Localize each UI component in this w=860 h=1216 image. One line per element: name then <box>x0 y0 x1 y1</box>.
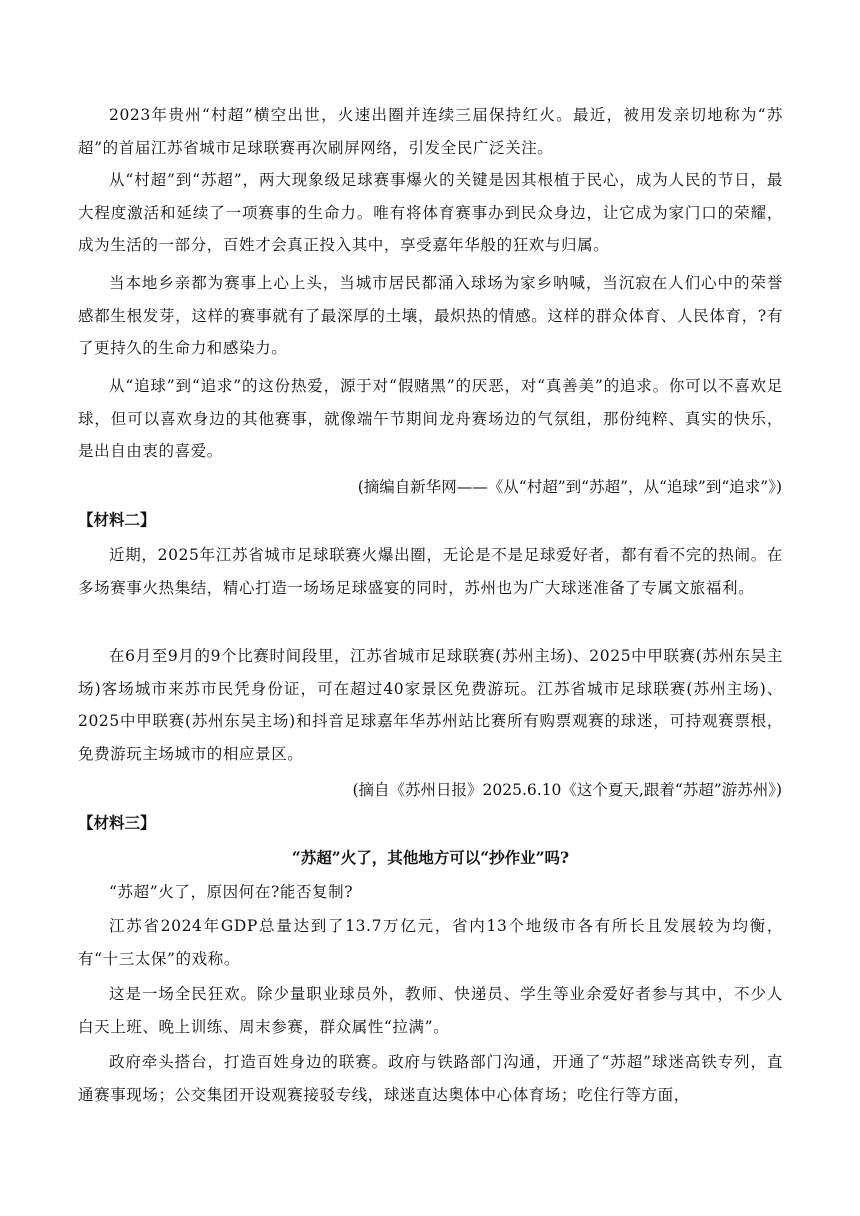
material3-heading: 【材料三】 <box>78 813 156 832</box>
material2-paragraph-2: 在6月至9月的9个比赛时间段里，江苏省城市足球联赛(苏州主场)、2025中甲联赛(苏州东吴主场)客场城市来苏市民凭身份证，可在超过40家景区免费游玩。江苏省城市足球联赛(苏州主场)、2025中甲联赛(苏州东吴主场)和抖音足球嘉年华苏州站比赛所有购票观赛的球迷，可持观赛票根，免费游玩主场城市的相应景区。 <box>78 647 783 763</box>
material2-source: (摘自《苏州日报》2025.6.10《这个夏天,跟着“苏超”游苏州》) <box>352 781 782 799</box>
material1-paragraph-4: 从“追球”到“追求”的这份热爱，源于对“假赌黑”的厌恶，对“真善美”的追求。你可以不喜欢足球，但可以喜欢身边的其他赛事，就像端午节期间龙舟赛场边的气氛组，那份纯粹、真实的快乐，是出自由衷的喜爱。 <box>78 377 783 460</box>
material3-paragraph-2: 江苏省2024年GDP总量达到了13.7万亿元，省内13个地级市各有所长且发展较为均衡，有“十三太保”的戏称。 <box>78 917 783 968</box>
material1-paragraph-1: 2023年贵州“村超”横空出世，火速出圈并连续三届保持红火。最近，被用发亲切地称为“苏超”的首届江苏省城市足球联赛再次刷屏网络，引发全民广泛关注。 <box>78 106 783 157</box>
material3-paragraph-3: 这是一场全民狂欢。除少量职业球员外，教师、快递员、学生等业余爱好者参与其中，不少人白天上班、晚上训练、周末参赛，群众属性“拉满”。 <box>78 985 783 1036</box>
material2-paragraph-1: 近期，2025年江苏省城市足球联赛火爆出圈，无论是不是足球爱好者，都有看不完的热闹。在多场赛事火热集结，精心打造一场场足球盛宴的同时，苏州也为广大球迷准备了专属文旅福利。 <box>78 546 783 597</box>
material1-source: (摘编自新华网——《从“村超”到“苏超”，从“追球”到“追求”》) <box>357 478 782 496</box>
material2-heading: 【材料二】 <box>78 510 156 529</box>
material3-paragraph-1: “苏超”火了，原因何在?能否复制? <box>109 883 354 901</box>
material3-paragraph-4: 政府牵头搭台，打造百姓身边的联赛。政府与铁路部门沟通，开通了“苏超”球迷高铁专列，直通赛事现场；公交集团开设观赛接驳专线，球迷直达奥体中心体育场；吃住行等方面， <box>78 1053 783 1104</box>
material3-title: “苏超”火了，其他地方可以“抄作业”吗? <box>291 848 570 867</box>
material1-paragraph-2: 从“村超”到“苏超”，两大现象级足球赛事爆火的关键是因其根植于民心，成为人民的节日，最大程度激活和延续了一项赛事的生命力。唯有将体育赛事办到民众身边，让它成为家门口的荣耀，成为生活的一部分，百姓才会真正投入其中，享受嘉年华般的狂欢与归属。 <box>78 171 783 254</box>
material1-paragraph-3: 当本地乡亲都为赛事上心上头，当城市居民都涌入球场为家乡呐喊，当沉寂在人们心中的荣誉感都生根发芽，这样的赛事就有了最深厚的土壤，最炽热的情感。这样的群众体育、人民体育，?有了更持久的生命力和感染力。 <box>78 274 783 357</box>
